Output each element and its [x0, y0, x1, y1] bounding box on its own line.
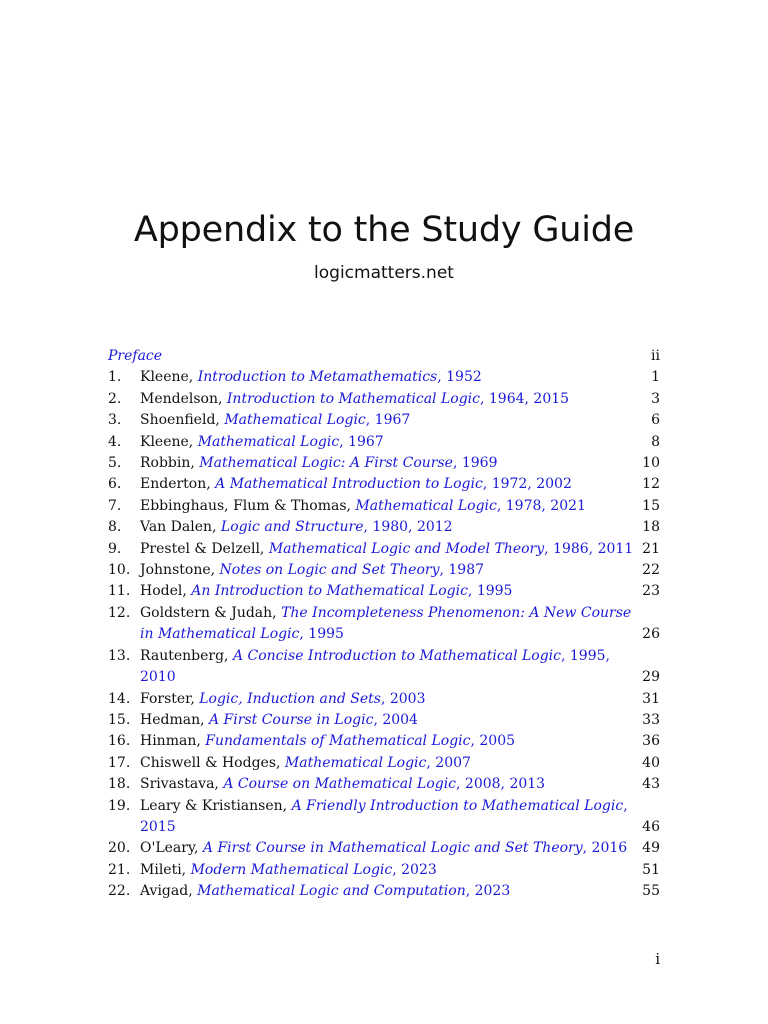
- toc-entry-body: [140, 432, 384, 453]
- toc-entry-years: , 2023: [465, 883, 511, 900]
- toc-entry-text: [108, 838, 627, 859]
- toc-entry[interactable]: [108, 474, 660, 495]
- toc-entry-years: , 1967: [365, 412, 411, 429]
- toc-entry-text: [108, 581, 512, 602]
- toc-entry-body: [140, 796, 628, 817]
- toc-entry-number: 4.: [108, 433, 122, 450]
- toc-preface-link[interactable]: Preface: [108, 348, 163, 364]
- toc-entry-body: [140, 517, 453, 538]
- toc-entry-body: [140, 367, 482, 388]
- toc-entry-body: [140, 410, 410, 431]
- toc-entry[interactable]: [108, 432, 660, 453]
- toc-entry-text: [108, 539, 633, 560]
- toc-entry-book-link[interactable]: in Mathematical Logic: [140, 626, 300, 643]
- toc-entry[interactable]: [108, 517, 660, 538]
- page-subtitle: logicmatters.net: [314, 263, 454, 283]
- toc-page-number: 29: [642, 669, 660, 686]
- toc-entry-body: [140, 753, 471, 774]
- toc-entry[interactable]: [108, 410, 660, 431]
- toc-entry-author: Mendelson,: [140, 390, 227, 407]
- toc-entry-text: [108, 517, 453, 538]
- toc-entry-book-link[interactable]: A Course on Mathematical Logic: [223, 776, 457, 793]
- toc-entry-author: Chiswell & Hodges,: [140, 754, 285, 771]
- toc-entry-years: , 2007: [426, 754, 471, 771]
- toc-entry-continuation-text: [108, 817, 176, 838]
- toc-entry-number: 21.: [108, 861, 131, 878]
- toc-entry-years: , 2008, 2013: [456, 776, 546, 793]
- toc-entry-author: Prestel & Delzell,: [140, 540, 269, 557]
- toc-entry[interactable]: [108, 796, 660, 817]
- toc-entry-book-link[interactable]: Mathematical Logic: [224, 412, 366, 429]
- page-number: i: [655, 950, 660, 968]
- toc-entry-body: [140, 496, 586, 517]
- toc-entry-years: 2015: [140, 818, 176, 835]
- toc-entry-text: [108, 881, 510, 902]
- toc-entry-book-link[interactable]: An Introduction to Mathematical Logic: [191, 583, 468, 600]
- toc-entry-continuation[interactable]: [108, 817, 660, 838]
- toc-page-number: 33: [642, 711, 660, 728]
- toc-entry-author: Ebbinghaus, Flum & Thomas,: [140, 497, 356, 514]
- toc-entry-body: [140, 881, 510, 902]
- toc-entry-body: [140, 689, 426, 710]
- toc-entry-author: Kleene,: [140, 369, 198, 386]
- toc-entry-book-link[interactable]: A Concise Introduction to Mathematical Logic: [232, 647, 561, 664]
- toc-entry-text: [108, 603, 631, 624]
- toc-entry[interactable]: [108, 496, 660, 517]
- toc-page-number: 43: [642, 776, 660, 793]
- toc-entry-text: [108, 689, 426, 710]
- toc-entry-author: Robbin,: [140, 455, 200, 472]
- toc-entry-number: 9.: [108, 540, 122, 557]
- toc-page-number: 12: [642, 476, 660, 493]
- toc-page-number: 49: [642, 840, 660, 857]
- toc-page-number: 40: [642, 754, 660, 771]
- toc-entry-author: Mileti,: [140, 861, 191, 878]
- toc-entry-number: 14.: [108, 690, 131, 707]
- toc-entry-author: Leary & Kristiansen,: [140, 797, 292, 814]
- toc-entry-number: 19.: [108, 797, 131, 814]
- toc-entry-body: [140, 731, 515, 752]
- toc-entry[interactable]: [108, 689, 660, 710]
- toc-entry-text: [108, 474, 572, 495]
- toc-entry-body: [140, 646, 638, 689]
- toc-entry-years: , 1972, 2002: [482, 476, 572, 493]
- toc-entry-author: Forster,: [140, 690, 200, 707]
- toc-entry-author: Hodel,: [140, 583, 192, 600]
- toc-entry-number: 2.: [108, 390, 122, 407]
- toc-entry-text: [108, 753, 471, 774]
- toc-entry-text: [108, 410, 410, 431]
- toc-entry-number: 16.: [108, 733, 131, 750]
- toc-page-number: 1: [651, 369, 660, 386]
- toc-entry-years: , 2004: [373, 711, 418, 728]
- toc-page-number: 23: [642, 583, 660, 600]
- toc-entry-text: [108, 560, 484, 581]
- toc-entry-book-link[interactable]: Mathematical Logic: [355, 497, 497, 514]
- toc-page-number: 15: [642, 497, 660, 514]
- toc-entry-book-link[interactable]: Introduction to Mathematical Logic: [226, 390, 480, 407]
- toc-entry-years: , 1964, 2015: [479, 390, 570, 407]
- toc-page-number: 51: [642, 861, 660, 878]
- toc-entry-years: , 1995: [299, 626, 344, 643]
- toc-entry-author: O'Leary,: [140, 840, 203, 857]
- toc-entry[interactable]: [108, 603, 660, 624]
- toc-entry-number: 6.: [108, 476, 122, 493]
- toc-entry-author: Hedman,: [140, 711, 209, 728]
- toc-entry-text: [108, 710, 418, 731]
- toc-entry-text: [108, 646, 638, 689]
- toc-entry-years: , 2023: [392, 861, 437, 878]
- toc-entry-body: [140, 389, 569, 410]
- toc-page-number: 55: [642, 883, 660, 900]
- toc-entry-years: , 1978, 2021: [496, 497, 586, 514]
- toc-page-number: 6: [651, 412, 660, 429]
- toc-entry-book-link[interactable]: Modern Mathematical Logic: [190, 861, 393, 878]
- toc-entry-years: , 1986, 2011: [544, 540, 634, 557]
- toc-entry-text: [108, 796, 628, 817]
- toc-entry-book-link[interactable]: Mathematical Logic: [197, 433, 340, 450]
- toc-entry-number: 17.: [108, 754, 131, 771]
- toc-entry-text: [108, 731, 515, 752]
- toc-entry-book-link[interactable]: Mathematical Logic: [284, 754, 427, 771]
- toc-entry-book-link[interactable]: Mathematical Logic and Computation: [197, 883, 466, 900]
- toc-entry-book-link[interactable]: Mathematical Logic and Model Theory: [268, 540, 545, 557]
- toc-entry-body: [140, 453, 497, 474]
- toc-entry[interactable]: [108, 560, 660, 581]
- toc-entry[interactable]: [108, 453, 660, 474]
- toc-entry-author: Enderton,: [140, 476, 216, 493]
- toc-page-number: ii: [651, 348, 660, 364]
- toc-entry-book-link[interactable]: A Friendly Introduction to Mathematical Logic: [291, 797, 624, 814]
- toc-entry-number: 12.: [108, 604, 131, 621]
- toc-entry-number: 15.: [108, 711, 131, 728]
- toc-entry-years: , 1987: [439, 562, 485, 579]
- toc-entry-years: , 1995: [467, 583, 513, 600]
- toc-page-number: 18: [642, 519, 660, 536]
- toc-entry[interactable]: [108, 753, 660, 774]
- toc-entry[interactable]: [108, 881, 660, 902]
- toc-entry-text: [108, 432, 384, 453]
- page-title: Appendix to the Study Guide: [133, 210, 635, 250]
- toc-entry-book-link[interactable]: Notes on Logic and Set Theory: [219, 562, 440, 579]
- toc-entry-author: Hinman,: [140, 733, 206, 750]
- toc-entry-book-link[interactable]: Mathematical Logic: A First Course: [199, 455, 453, 472]
- toc-entry[interactable]: [108, 710, 660, 731]
- toc-entry-body: [140, 603, 631, 624]
- toc-entry-number: 10.: [108, 562, 131, 579]
- toc-entry[interactable]: [108, 389, 660, 410]
- toc-entry-author: Srivastava,: [140, 776, 224, 793]
- toc-entry-body: [140, 860, 437, 881]
- toc-entry[interactable]: [108, 646, 660, 689]
- toc-entry-number: 18.: [108, 776, 131, 793]
- toc-entry-body: [140, 474, 572, 495]
- toc-entry-body: [140, 774, 545, 795]
- toc-page-number: 10: [642, 455, 660, 472]
- toc-entry[interactable]: [108, 838, 660, 859]
- toc-page-number: 36: [642, 733, 660, 750]
- toc-preface-line[interactable]: [108, 346, 660, 367]
- toc-entry[interactable]: [108, 774, 660, 795]
- toc-entry[interactable]: [108, 581, 660, 602]
- toc-page-number: 3: [651, 390, 660, 407]
- toc-entry[interactable]: [108, 731, 660, 752]
- toc-entry-years: , 1952: [437, 369, 482, 386]
- toc-page-number: 26: [642, 626, 660, 643]
- toc-entry-body: [140, 539, 633, 560]
- toc-entry-years: , 2003: [380, 690, 426, 707]
- toc-entry-body: [140, 581, 512, 602]
- toc-entry-book-link[interactable]: Logic and Structure: [220, 519, 364, 536]
- toc-entry-author: Rautenberg,: [140, 647, 233, 664]
- toc-entry-number: 7.: [108, 497, 122, 514]
- toc-entry-years: , 2016: [582, 840, 628, 857]
- toc-entry-years: , 1980, 2012: [363, 519, 453, 536]
- toc-entry-body: [140, 710, 418, 731]
- toc-entry-book-link[interactable]: Introduction to Metamathematics: [197, 369, 438, 386]
- toc-entry[interactable]: [108, 539, 660, 560]
- toc-entry-book-link[interactable]: A First Course in Logic: [209, 711, 374, 728]
- toc-entry-text: [108, 453, 497, 474]
- toc-entry[interactable]: [108, 860, 660, 881]
- toc-entry-author: Avigad,: [140, 883, 198, 900]
- toc-entry-number: 11.: [108, 583, 131, 600]
- toc-entry-years: , 1969: [452, 455, 498, 472]
- toc-entry-number: 22.: [108, 883, 131, 900]
- table-of-contents: [108, 346, 660, 903]
- toc-page-number: 21: [642, 540, 660, 557]
- toc-entry-author: Shoenfield,: [140, 412, 225, 429]
- toc-entry-author: Kleene,: [140, 433, 198, 450]
- toc-entry-years: , 1967: [339, 433, 384, 450]
- toc-entry-continuation[interactable]: [108, 624, 660, 645]
- toc-page-number: 22: [642, 562, 660, 579]
- toc-entry-number: 1.: [108, 369, 122, 386]
- toc-entry-author: Goldstern & Judah,: [140, 604, 282, 621]
- toc-entry-text: [108, 860, 437, 881]
- toc-entry-book-link[interactable]: A Mathematical Introduction to Logic: [215, 476, 483, 493]
- toc-entry-continuation-text: [108, 624, 344, 645]
- toc-page-number: 8: [651, 433, 660, 450]
- toc-entry-text: [108, 367, 482, 388]
- toc-entry-text: [108, 389, 569, 410]
- toc-entry-body: [140, 560, 484, 581]
- toc-entries: [108, 367, 660, 902]
- toc-entry-book-link[interactable]: A First Course in Mathematical Logic and Set Theory: [202, 840, 583, 857]
- toc-entry-number: 3.: [108, 412, 122, 429]
- toc-entry-book-link[interactable]: Logic, Induction and Sets: [199, 690, 381, 707]
- toc-page-number: 46: [642, 818, 660, 835]
- toc-entry-text: [108, 774, 545, 795]
- toc-page-number: 31: [642, 690, 660, 707]
- toc-entry-number: 13.: [108, 647, 131, 664]
- toc-entry-number: 8.: [108, 519, 122, 536]
- toc-entry[interactable]: [108, 367, 660, 388]
- toc-entry-text: [108, 496, 586, 517]
- toc-entry-book-link[interactable]: The Incompleteness Phenomenon: A New Course: [281, 604, 632, 621]
- toc-entry-years: , 2005: [470, 733, 516, 750]
- toc-entry-years: ,: [623, 797, 628, 814]
- toc-entry-number: 5.: [108, 455, 122, 472]
- toc-entry-years: , 1995, 2010: [140, 647, 610, 686]
- toc-entry-number: 20.: [108, 840, 131, 857]
- toc-entry-author: Johnstone,: [140, 562, 220, 579]
- toc-entry-author: Van Dalen,: [140, 519, 221, 536]
- toc-entry-body: [140, 838, 627, 859]
- toc-entry-book-link[interactable]: Fundamentals of Mathematical Logic: [205, 733, 471, 750]
